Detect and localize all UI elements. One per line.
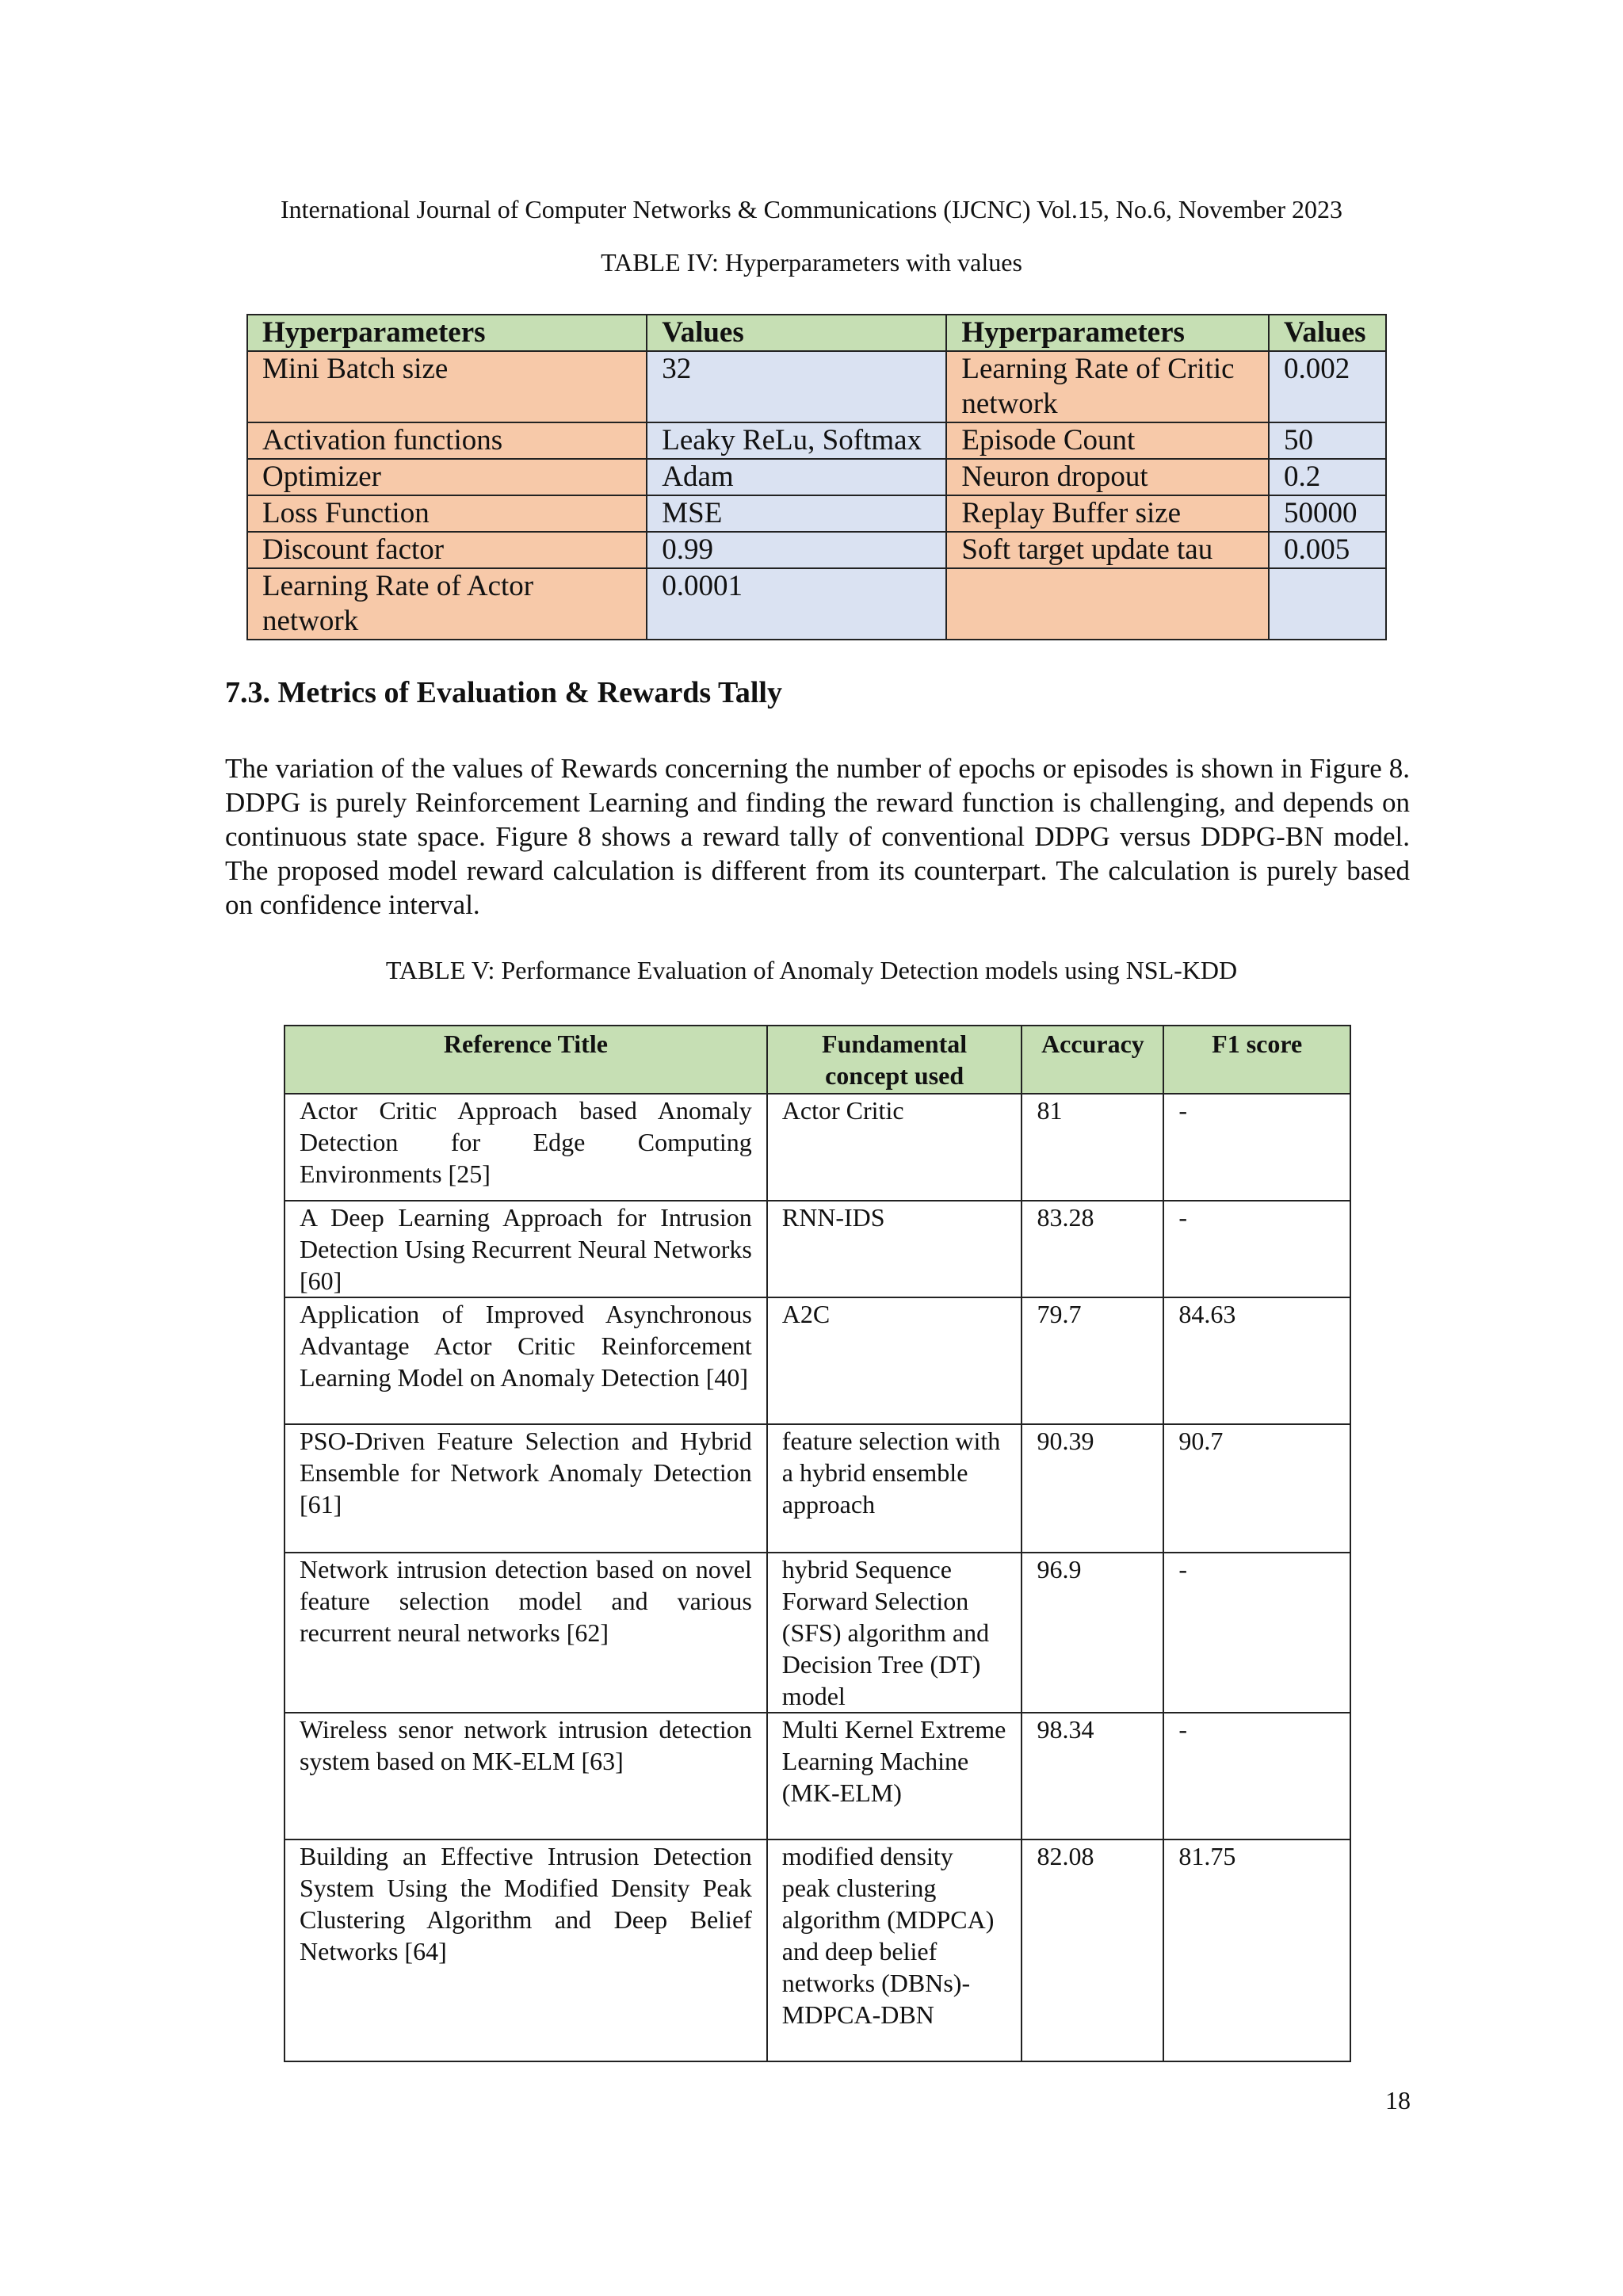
table-row bbox=[285, 1839, 1350, 2061]
hyperparameters-table bbox=[246, 314, 1387, 640]
table-cell: hybrid Sequence Forward Selection (SFS) algorithm and Decision Tree (DT) model bbox=[767, 1553, 1022, 1713]
table-cell: 90.39 bbox=[1022, 1424, 1163, 1553]
table-header-row bbox=[285, 1026, 1350, 1094]
table-cell: Optimizer bbox=[247, 459, 647, 495]
table-cell: Multi Kernel Extreme Learning Machine (MK-ELM) bbox=[767, 1713, 1022, 1839]
journal-header: International Journal of Computer Networks & Communications (IJCNC) Vol.15, No.6, November 2023 bbox=[281, 195, 1342, 223]
table-row bbox=[247, 422, 1386, 459]
column-header: Values bbox=[1269, 315, 1386, 351]
table-cell: Network intrusion detection based on novel feature selection model and various recurrent neural networks [62] bbox=[285, 1553, 767, 1713]
table-cell: 0.99 bbox=[647, 532, 946, 568]
table-cell: Learning Rate of Critic network bbox=[946, 351, 1269, 422]
table-cell: Wireless senor network intrusion detection system based on MK-ELM [63] bbox=[285, 1713, 767, 1839]
table-cell: modified density peak clustering algorithm (MDPCA) and deep belief networks (DBNs)- MDPCA-DBN bbox=[767, 1839, 1022, 2061]
column-header: Reference Title bbox=[285, 1026, 767, 1094]
page-number: 18 bbox=[1385, 2086, 1411, 2115]
table-cell: Discount factor bbox=[247, 532, 647, 568]
table-cell: Application of Improved Asynchronous Advantage Actor Critic Reinforcement Learning Model on Anomaly Detection [40] bbox=[285, 1297, 767, 1424]
table-row bbox=[285, 1713, 1350, 1839]
table-cell: 79.7 bbox=[1022, 1297, 1163, 1424]
table-row bbox=[247, 532, 1386, 568]
table-row bbox=[285, 1297, 1350, 1424]
table-cell: 50 bbox=[1269, 422, 1386, 459]
table-cell: 82.08 bbox=[1022, 1839, 1163, 2061]
column-header: F1 score bbox=[1163, 1026, 1350, 1094]
table-cell: - bbox=[1163, 1713, 1350, 1839]
table-cell: 0.005 bbox=[1269, 532, 1386, 568]
table-cell: A Deep Learning Approach for Intrusion Detection Using Recurrent Neural Networks [60] bbox=[285, 1201, 767, 1297]
table-row bbox=[285, 1553, 1350, 1713]
table-row bbox=[247, 351, 1386, 422]
table-cell: MSE bbox=[647, 495, 946, 532]
table-cell: Soft target update tau bbox=[946, 532, 1269, 568]
table-cell: Episode Count bbox=[946, 422, 1269, 459]
column-header: Hyperparameters bbox=[247, 315, 647, 351]
table-cell: - bbox=[1163, 1201, 1350, 1297]
table-cell: 0.2 bbox=[1269, 459, 1386, 495]
column-header: Accuracy bbox=[1022, 1026, 1163, 1094]
table-cell: 81.75 bbox=[1163, 1839, 1350, 2061]
table-header-row bbox=[247, 315, 1386, 351]
table-row bbox=[247, 495, 1386, 532]
table-cell: 0.0001 bbox=[647, 568, 946, 640]
section-heading: 7.3. Metrics of Evaluation & Rewards Tally bbox=[225, 676, 782, 709]
table-cell: 84.63 bbox=[1163, 1297, 1350, 1424]
body-paragraph: The variation of the values of Rewards concerning the number of epochs or episodes is shown in Figure 8. DDPG is purely Reinforcement Learning and finding the reward function is challenging, and depends on continuous state space. Figure 8 shows a reward tally of conventional DDPG versus DDPG-BN model. The proposed model reward calculation is different from its counterpart. The calculation is purely based on confidence interval. bbox=[225, 753, 1410, 920]
table5-caption: TABLE V: Performance Evaluation of Anomaly Detection models using NSL-KDD bbox=[385, 956, 1238, 984]
table-cell: 50000 bbox=[1269, 495, 1386, 532]
table-cell: Leaky ReLu, Softmax bbox=[647, 422, 946, 459]
table-cell: Loss Function bbox=[247, 495, 647, 532]
table-row bbox=[247, 568, 1386, 640]
table-cell: Adam bbox=[647, 459, 946, 495]
table-cell: 98.34 bbox=[1022, 1713, 1163, 1839]
table-cell: - bbox=[1163, 1553, 1350, 1713]
table-cell: Actor Critic Approach based Anomaly Detection for Edge Computing Environments [25] bbox=[285, 1094, 767, 1201]
performance-table bbox=[284, 1025, 1351, 2062]
column-header: Values bbox=[647, 315, 946, 351]
table-cell: 81 bbox=[1022, 1094, 1163, 1201]
table-cell: 32 bbox=[647, 351, 946, 422]
table-cell: Replay Buffer size bbox=[946, 495, 1269, 532]
table-cell: 96.9 bbox=[1022, 1553, 1163, 1713]
table-cell: Learning Rate of Actor network bbox=[247, 568, 647, 640]
table-cell bbox=[1269, 568, 1386, 640]
table-cell: PSO-Driven Feature Selection and Hybrid Ensemble for Network Anomaly Detection [61] bbox=[285, 1424, 767, 1553]
table-row bbox=[285, 1424, 1350, 1553]
table-cell: Activation functions bbox=[247, 422, 647, 459]
column-header: Hyperparameters bbox=[946, 315, 1269, 351]
table-cell bbox=[946, 568, 1269, 640]
table-cell: 90.7 bbox=[1163, 1424, 1350, 1553]
table4-caption: TABLE IV: Hyperparameters with values bbox=[601, 248, 1022, 277]
table-cell: 83.28 bbox=[1022, 1201, 1163, 1297]
table-row bbox=[247, 459, 1386, 495]
table-cell: Actor Critic bbox=[767, 1094, 1022, 1201]
table-cell: Neuron dropout bbox=[946, 459, 1269, 495]
table-row bbox=[285, 1201, 1350, 1297]
table-row bbox=[285, 1094, 1350, 1201]
table-cell: Building an Effective Intrusion Detection System Using the Modified Density Peak Clustering Algorithm and Deep Belief Networks [64] bbox=[285, 1839, 767, 2061]
column-header: Fundamental concept used bbox=[767, 1026, 1022, 1094]
table-cell: - bbox=[1163, 1094, 1350, 1201]
table-cell: Mini Batch size bbox=[247, 351, 647, 422]
table-cell: 0.002 bbox=[1269, 351, 1386, 422]
table-cell: RNN-IDS bbox=[767, 1201, 1022, 1297]
table-cell: feature selection with a hybrid ensemble approach bbox=[767, 1424, 1022, 1553]
table-cell: A2C bbox=[767, 1297, 1022, 1424]
